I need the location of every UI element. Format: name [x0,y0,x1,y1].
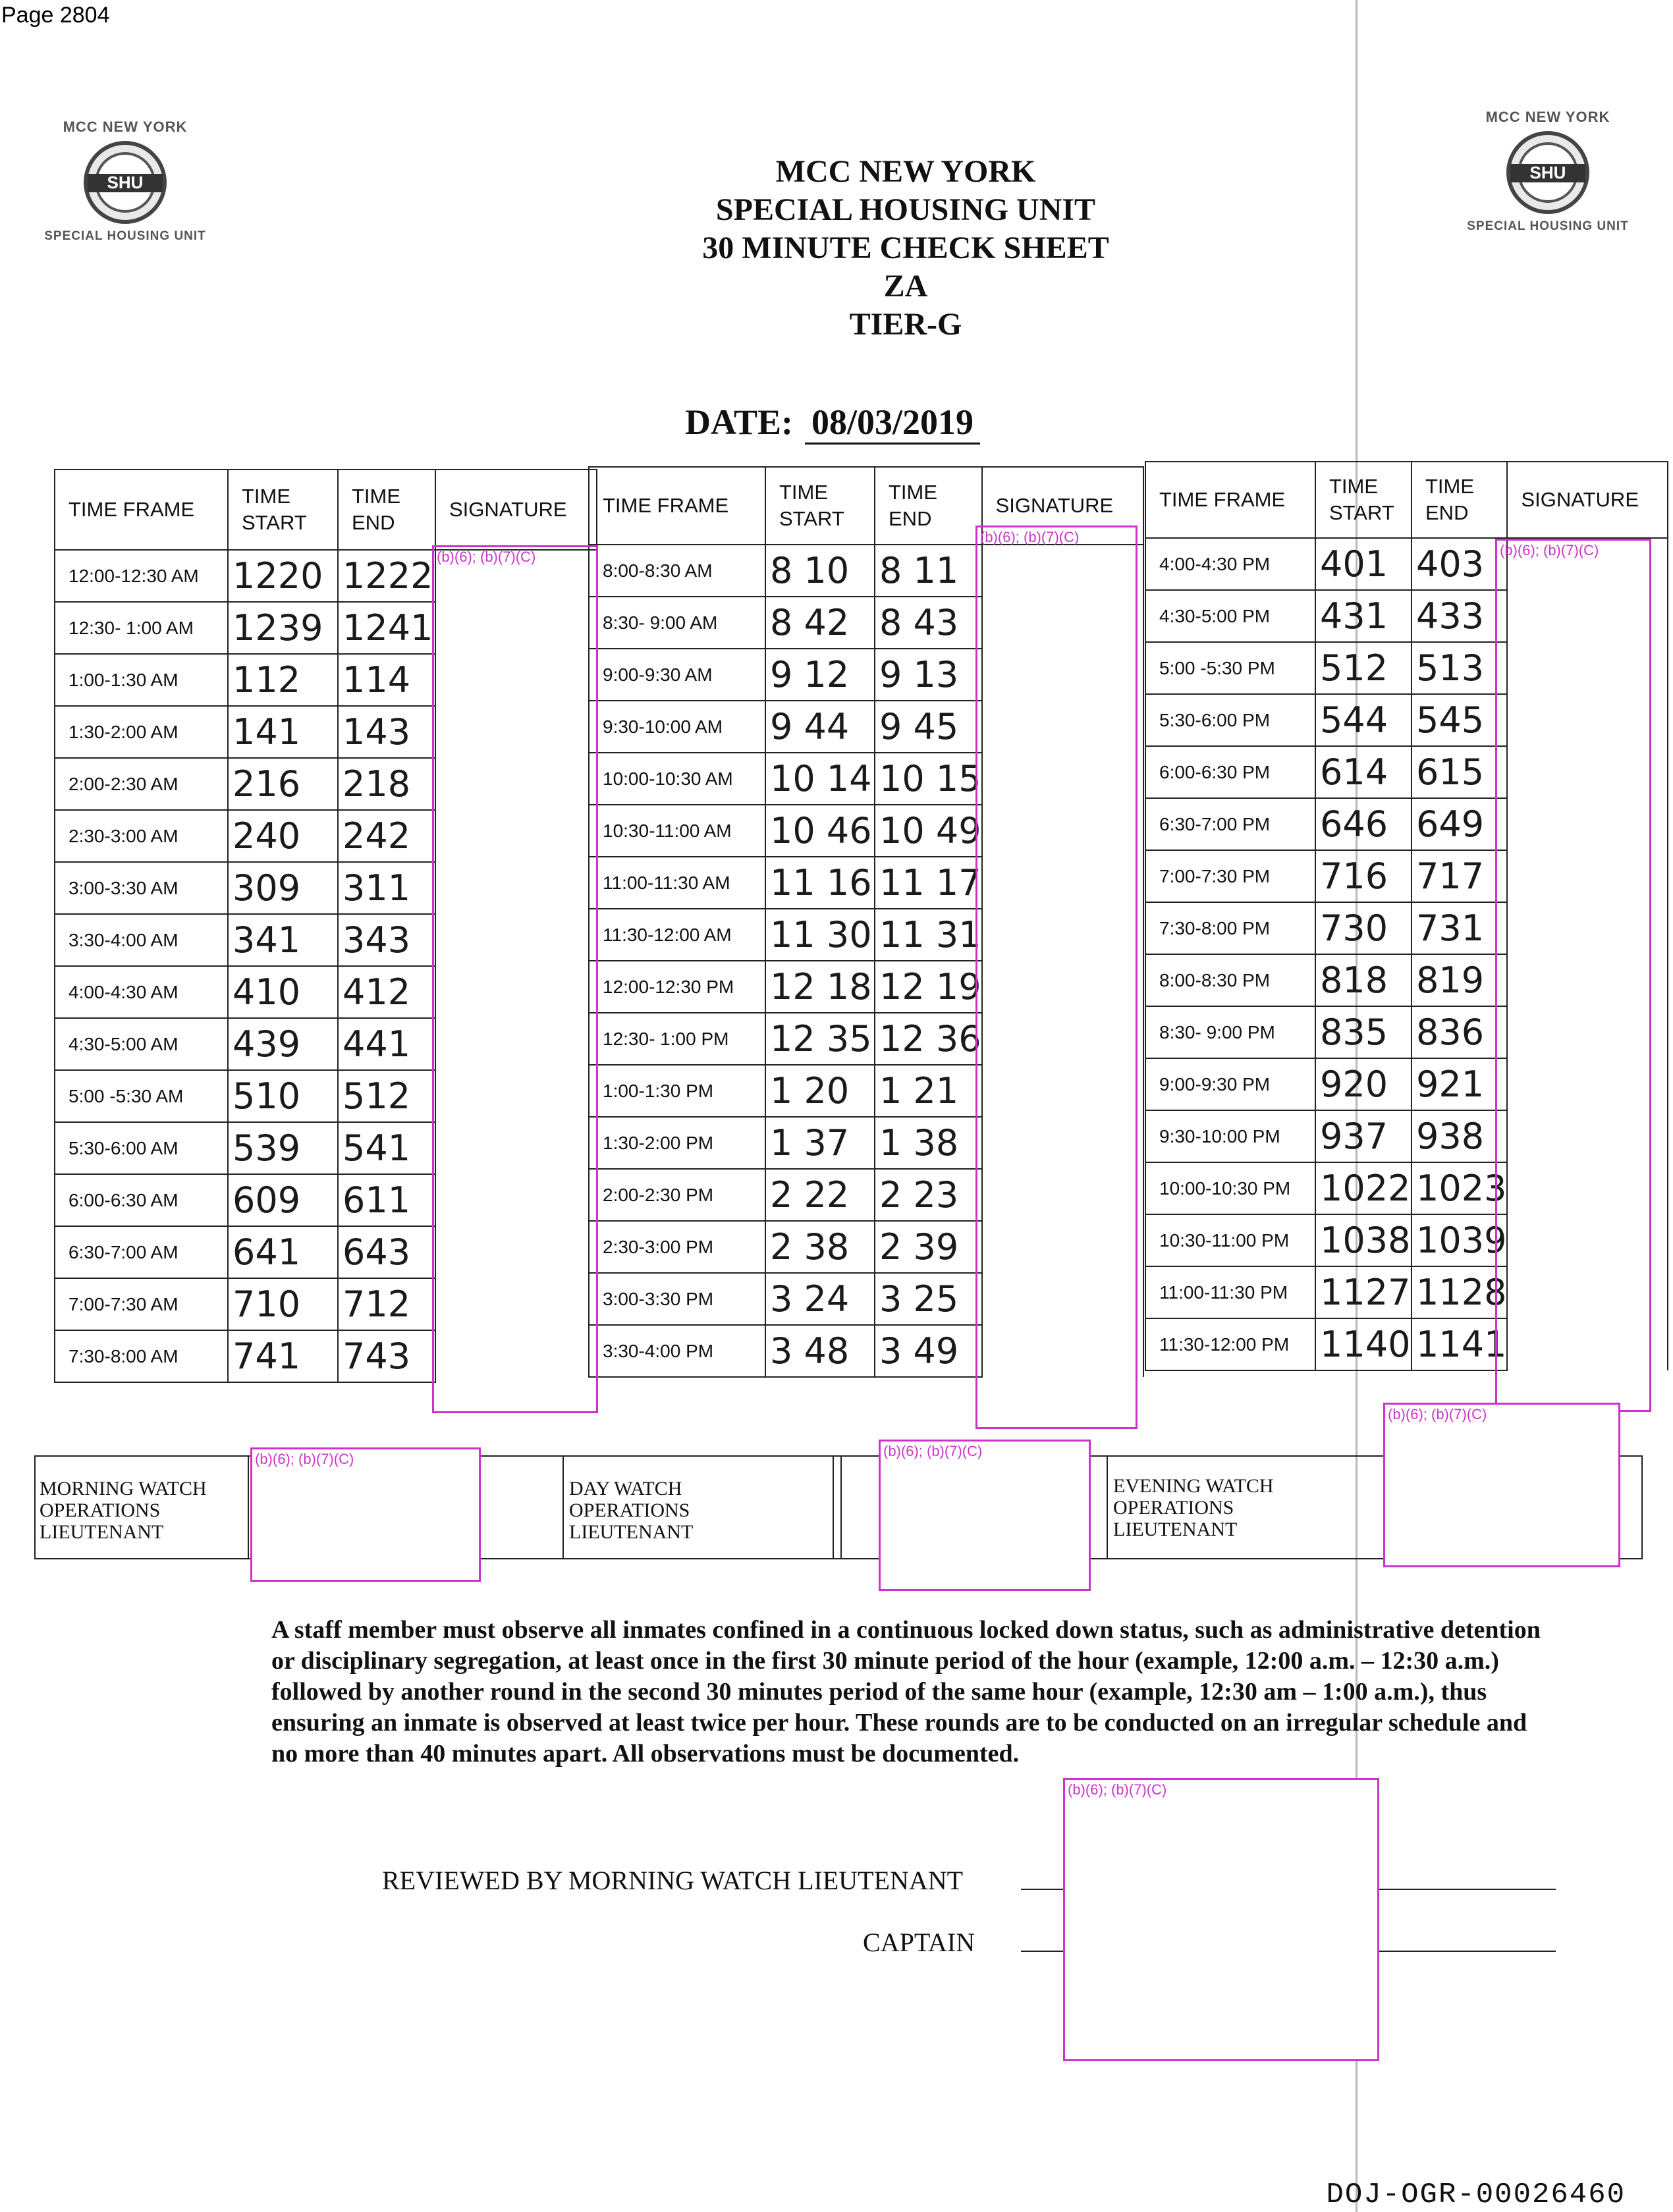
time-frame-cell: 3:00-3:30 AM [55,862,228,914]
redaction-label: (b)(6); (b)(7)(C) [1500,542,1599,558]
time-frame-cell: 4:30-5:00 PM [1145,590,1315,642]
time-end-cell: 12 36 [875,1013,982,1065]
redaction-label: (b)(6); (b)(7)(C) [437,549,536,565]
time-frame-cell: 2:00-2:30 PM [589,1169,765,1221]
logo-bottom-text: SPECIAL HOUSING UNIT [1467,219,1629,233]
time-start-cell: 9 44 [765,701,875,753]
time-start-cell: 10 46 [765,805,875,857]
date-value: 08/03/2019 [805,402,980,445]
time-frame-cell: 1:30-2:00 AM [55,706,228,758]
time-end-cell: 1023 [1412,1162,1507,1214]
time-frame-cell: 6:30-7:00 AM [55,1226,228,1278]
time-frame-cell: 2:30-3:00 AM [55,810,228,862]
time-start-cell: 716 [1315,850,1412,902]
time-start-cell: 646 [1315,798,1412,850]
time-frame-cell: 9:00-9:30 AM [589,649,765,701]
time-end-cell: 743 [338,1330,435,1382]
time-start-cell: 1140 [1315,1318,1412,1370]
time-frame-cell: 10:00-10:30 PM [1145,1162,1315,1214]
time-start-cell: 216 [228,758,338,810]
time-end-cell: 1241 [338,602,435,654]
header-unit: SPECIAL HOUSING UNIT [715,192,1096,227]
time-start-cell: 410 [228,966,338,1018]
time-start-cell: 1 20 [765,1065,875,1117]
time-start-cell: 2 38 [765,1221,875,1273]
time-frame-cell: 6:30-7:00 PM [1145,798,1315,850]
time-end-cell: 1128 [1412,1266,1507,1318]
time-frame-cell: 1:30-2:00 PM [589,1117,765,1169]
time-end-cell: 2 39 [875,1221,982,1273]
time-end-cell: 1039 [1412,1214,1507,1266]
time-start-cell: 141 [228,706,338,758]
time-start-cell: 609 [228,1174,338,1226]
redaction-box [975,526,1138,1429]
time-end-cell: 836 [1412,1006,1507,1058]
redaction-box [1495,539,1651,1412]
time-end-cell: 403 [1412,538,1507,590]
redaction-label: (b)(6); (b)(7)(C) [883,1443,983,1459]
time-frame-cell: 4:00-4:30 AM [55,966,228,1018]
header-time-end: TIME END [338,470,435,550]
time-frame-cell: 1:00-1:30 AM [55,654,228,706]
time-frame-cell: 11:30-12:00 PM [1145,1318,1315,1370]
header-time-start: TIME START [228,470,338,550]
shu-logo-left [40,119,211,244]
time-start-cell: 1127 [1315,1266,1412,1318]
time-frame-cell: 8:30- 9:00 PM [1145,1006,1315,1058]
time-frame-cell: 3:00-3:30 PM [589,1273,765,1325]
header-time-frame: TIME FRAME [1145,462,1315,538]
redaction-label: (b)(6); (b)(7)(C) [1388,1406,1487,1422]
header-signature: SIGNATURE [982,467,1143,545]
time-start-cell: 11 16 [765,857,875,909]
time-end-cell: 643 [338,1226,435,1278]
time-end-cell: 218 [338,758,435,810]
header-range: ZA [883,269,928,304]
time-frame-cell: 11:00-11:30 AM [589,857,765,909]
time-start-cell: 1220 [228,550,338,602]
time-start-cell: 2 22 [765,1169,875,1221]
time-frame-cell: 7:30-8:00 AM [55,1330,228,1382]
time-start-cell: 3 24 [765,1273,875,1325]
time-frame-cell: 4:30-5:00 AM [55,1018,228,1070]
time-start-cell: 439 [228,1018,338,1070]
time-end-cell: 9 13 [875,649,982,701]
time-start-cell: 641 [228,1226,338,1278]
time-frame-cell: 6:00-6:30 PM [1145,746,1315,798]
time-frame-cell: 5:00 -5:30 AM [55,1070,228,1122]
time-start-cell: 112 [228,654,338,706]
time-end-cell: 143 [338,706,435,758]
time-end-cell: 1141 [1412,1318,1507,1370]
header-time-start: TIME START [1315,462,1412,538]
time-start-cell: 614 [1315,746,1412,798]
time-frame-cell: 7:30-8:00 PM [1145,902,1315,954]
time-frame-cell: 8:30- 9:00 AM [589,597,765,649]
redaction-box [879,1440,1091,1591]
time-start-cell: 309 [228,862,338,914]
time-frame-cell: 12:30- 1:00 AM [55,602,228,654]
header-time-frame: TIME FRAME [55,470,228,550]
logo-top-text: MCC NEW YORK [63,119,188,135]
time-start-cell: 510 [228,1070,338,1122]
time-frame-cell: 5:30-6:00 PM [1145,694,1315,746]
time-frame-cell: 12:00-12:30 PM [589,961,765,1013]
header-time-end: TIME END [875,467,982,545]
time-end-cell: 8 11 [875,545,982,597]
redaction-box [1063,1778,1379,2061]
time-end-cell: 441 [338,1018,435,1070]
time-start-cell: 1239 [228,602,338,654]
header-time-start: TIME START [765,467,875,545]
time-frame-cell: 10:30-11:00 PM [1145,1214,1315,1266]
time-end-cell: 731 [1412,902,1507,954]
header-title: 30 MINUTE CHECK SHEET [702,230,1109,265]
time-end-cell: 10 49 [875,805,982,857]
time-frame-cell: 6:00-6:30 AM [55,1174,228,1226]
time-end-cell: 343 [338,914,435,966]
policy-paragraph: A staff member must observe all inmates confined in a continuous locked down status, such as administrative detention or disciplinary segregation, at least once in the first 30 minute period of the hour (example, 12:00 a.m. – 12:30 a.m.) followed by another round in the second 30 minutes period of the same hour (example, 12:30 am – 1:00 a.m.), thus ensuring an inmate is observed at least twice per hour. These rounds are to be conducted on an irregular schedule and no more than 40 minutes apart. All observations must be documented. [271,1616,1541,1767]
time-end-cell: 712 [338,1278,435,1330]
divider [833,1457,834,1558]
time-end-cell: 2 23 [875,1169,982,1221]
day-watch-label: DAY WATCH OPERATIONS LIEUTENANT [569,1478,694,1543]
time-end-cell: 8 43 [875,597,982,649]
time-end-cell: 1 21 [875,1065,982,1117]
time-start-cell: 544 [1315,694,1412,746]
redaction-label: (b)(6); (b)(7)(C) [1068,1781,1167,1798]
time-start-cell: 12 18 [765,961,875,1013]
time-end-cell: 3 49 [875,1325,982,1377]
redaction-label: (b)(6); (b)(7)(C) [255,1451,354,1467]
header-signature: SIGNATURE [435,470,597,550]
header-time-frame: TIME FRAME [589,467,765,545]
time-start-cell: 12 35 [765,1013,875,1065]
time-end-cell: 938 [1412,1110,1507,1162]
time-start-cell: 730 [1315,902,1412,954]
time-frame-cell: 8:00-8:30 AM [589,545,765,597]
captain-label: CAPTAIN [863,1928,975,1957]
divider [248,1457,249,1558]
logo-top-text: MCC NEW YORK [1485,109,1610,125]
time-start-cell: 835 [1315,1006,1412,1058]
time-start-cell: 512 [1315,642,1412,694]
time-start-cell: 9 12 [765,649,875,701]
time-frame-cell: 10:00-10:30 AM [589,753,765,805]
header-tier: TIER-G [849,307,962,342]
time-end-cell: 819 [1412,954,1507,1006]
time-frame-cell: 8:00-8:30 PM [1145,954,1315,1006]
time-end-cell: 545 [1412,694,1507,746]
time-frame-cell: 5:00 -5:30 PM [1145,642,1315,694]
time-start-cell: 240 [228,810,338,862]
time-end-cell: 615 [1412,746,1507,798]
time-end-cell: 114 [338,654,435,706]
time-end-cell: 11 31 [875,909,982,961]
time-end-cell: 512 [338,1070,435,1122]
time-end-cell: 3 25 [875,1273,982,1325]
time-start-cell: 1 37 [765,1117,875,1169]
page-label: Page 2804 [1,3,110,28]
time-frame-cell: 2:30-3:00 PM [589,1221,765,1273]
time-start-cell: 741 [228,1330,338,1382]
time-end-cell: 717 [1412,850,1507,902]
time-frame-cell: 5:30-6:00 AM [55,1122,228,1174]
time-end-cell: 1222 [338,550,435,602]
divider [1107,1457,1108,1558]
time-start-cell: 8 10 [765,545,875,597]
logo-emblem-text: SHU [107,173,144,192]
header-signature: SIGNATURE [1507,462,1668,538]
time-end-cell: 433 [1412,590,1507,642]
divider [840,1457,842,1558]
logo-bottom-text: SPECIAL HOUSING UNIT [44,229,206,243]
redaction-box [432,545,598,1413]
time-frame-cell: 10:30-11:00 AM [589,805,765,857]
sheet-header [593,153,1219,344]
time-end-cell: 412 [338,966,435,1018]
time-start-cell: 431 [1315,590,1412,642]
divider [562,1457,564,1558]
time-start-cell: 539 [228,1122,338,1174]
header-facility: MCC NEW YORK [775,154,1036,189]
time-end-cell: 242 [338,810,435,862]
header-time-end: TIME END [1412,462,1507,538]
time-start-cell: 8 42 [765,597,875,649]
time-start-cell: 401 [1315,538,1412,590]
date-field [685,402,980,445]
time-frame-cell: 12:00-12:30 AM [55,550,228,602]
review-label: REVIEWED BY MORNING WATCH LIEUTENANT [382,1866,964,1895]
redaction-label: (b)(6); (b)(7)(C) [980,529,1080,545]
time-frame-cell: 9:00-9:30 PM [1145,1058,1315,1110]
date-label: DATE: [685,402,794,442]
time-frame-cell: 4:00-4:30 PM [1145,538,1315,590]
time-start-cell: 920 [1315,1058,1412,1110]
time-frame-cell: 12:30- 1:00 PM [589,1013,765,1065]
time-start-cell: 3 48 [765,1325,875,1377]
time-frame-cell: 9:30-10:00 AM [589,701,765,753]
time-frame-cell: 1:00-1:30 PM [589,1065,765,1117]
redaction-box [1383,1403,1620,1567]
logo-emblem-text: SHU [1529,163,1566,182]
time-end-cell: 649 [1412,798,1507,850]
time-start-cell: 1022 [1315,1162,1412,1214]
time-frame-cell: 2:00-2:30 AM [55,758,228,810]
time-end-cell: 10 15 [875,753,982,805]
time-frame-cell: 9:30-10:00 PM [1145,1110,1315,1162]
time-end-cell: 1 38 [875,1117,982,1169]
time-frame-cell: 7:00-7:30 PM [1145,850,1315,902]
time-end-cell: 513 [1412,642,1507,694]
time-frame-cell: 7:00-7:30 AM [55,1278,228,1330]
evening-watch-label: EVENING WATCH OPERATIONS LIEUTENANT [1113,1475,1274,1540]
time-start-cell: 11 30 [765,909,875,961]
redaction-box [250,1447,481,1582]
time-start-cell: 10 14 [765,753,875,805]
time-end-cell: 12 19 [875,961,982,1013]
time-start-cell: 818 [1315,954,1412,1006]
morning-watch-label: MORNING WATCH OPERATIONS LIEUTENANT [40,1478,207,1543]
time-end-cell: 611 [338,1174,435,1226]
shu-emblem-icon [82,140,168,225]
time-end-cell: 921 [1412,1058,1507,1110]
time-frame-cell: 3:30-4:00 AM [55,914,228,966]
bates-number: DOJ-OGR-00026460 [1326,2178,1626,2211]
time-end-cell: 9 45 [875,701,982,753]
time-start-cell: 710 [228,1278,338,1330]
time-end-cell: 311 [338,862,435,914]
time-start-cell: 341 [228,914,338,966]
time-start-cell: 937 [1315,1110,1412,1162]
time-frame-cell: 11:00-11:30 PM [1145,1266,1315,1318]
time-frame-cell: 3:30-4:00 PM [589,1325,765,1377]
time-start-cell: 1038 [1315,1214,1412,1266]
time-frame-cell: 11:30-12:00 AM [589,909,765,961]
time-end-cell: 541 [338,1122,435,1174]
shu-emblem-icon [1505,130,1591,215]
time-end-cell: 11 17 [875,857,982,909]
shu-logo-right [1462,109,1633,234]
